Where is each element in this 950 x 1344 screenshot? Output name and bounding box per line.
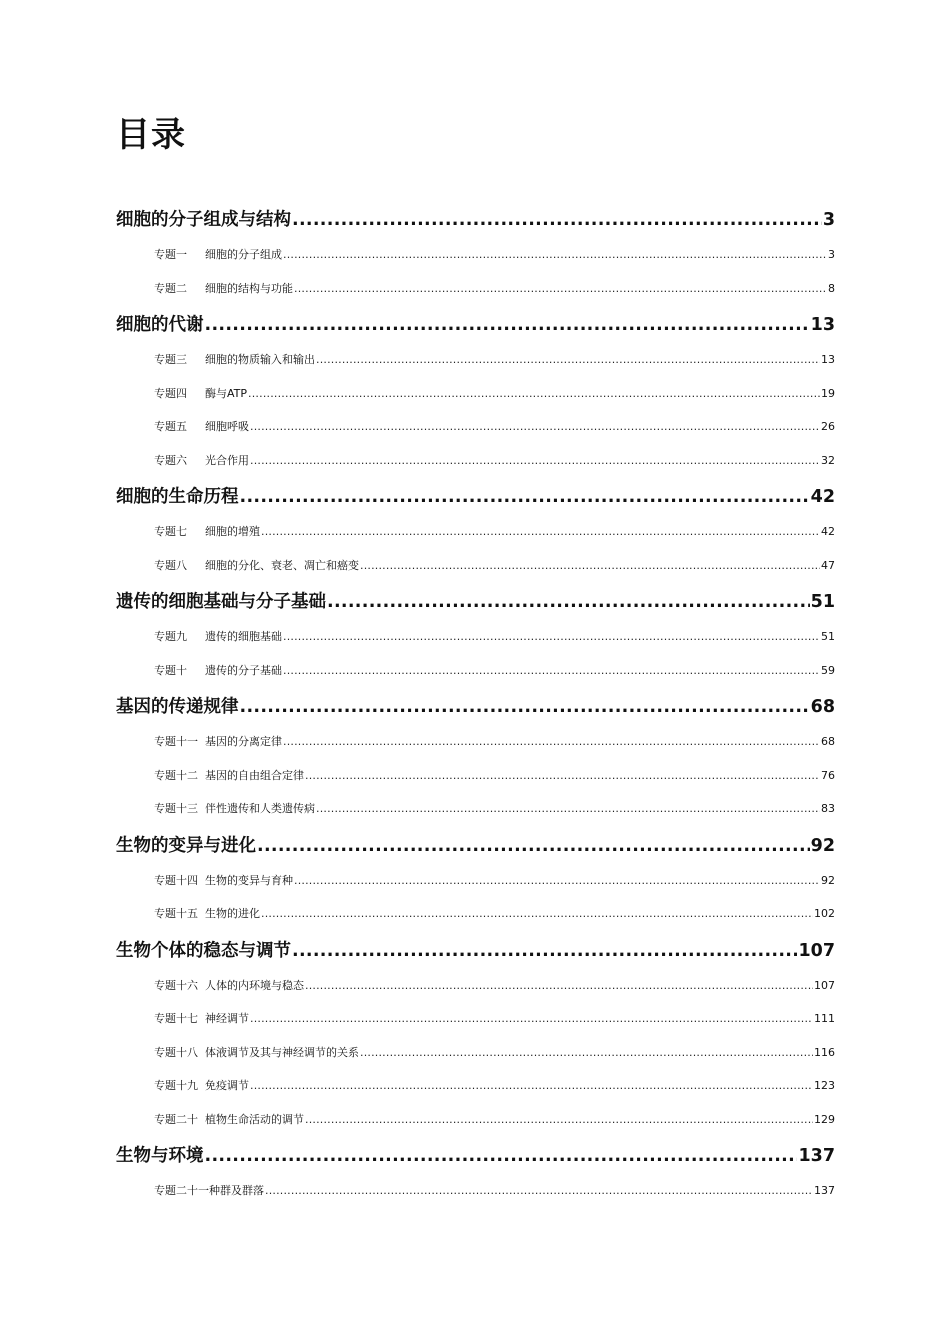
toc-topic-entry[interactable]	[116, 377, 835, 411]
topic-number: 专题九	[154, 630, 187, 643]
topic-page-number: 107	[814, 978, 835, 992]
dot-leader	[305, 759, 820, 793]
dot-leader	[283, 620, 820, 654]
chapter-title: 细胞的代谢	[116, 315, 204, 335]
chapter-title: 生物与环境	[116, 1146, 204, 1166]
dot-leader	[283, 654, 820, 688]
dot-leader	[305, 1103, 813, 1137]
dot-leader	[283, 725, 820, 759]
topic-label	[154, 864, 293, 898]
toc-topic-entry[interactable]	[116, 343, 835, 377]
toc-topic-entry[interactable]	[116, 620, 835, 654]
topic-page-number: 8	[828, 281, 835, 295]
toc-topic-entry[interactable]	[116, 549, 835, 583]
dot-leader	[250, 410, 820, 444]
topic-title: 植物生命活动的调节	[205, 1112, 304, 1126]
topic-number: 专题六	[154, 453, 187, 467]
topic-label	[154, 272, 293, 306]
toc-topic-entry[interactable]	[116, 897, 835, 931]
topic-title: 神经调节	[205, 1012, 249, 1025]
topic-label	[154, 377, 247, 411]
topic-label	[154, 897, 260, 931]
dot-leader	[265, 1174, 813, 1208]
topic-label	[154, 444, 249, 478]
topic-label	[154, 549, 359, 583]
toc-chapter-entry[interactable]	[116, 828, 835, 864]
topic-page-number: 111	[814, 1012, 835, 1025]
toc-topic-entry[interactable]	[116, 759, 835, 793]
topic-page-number: 129	[814, 1112, 835, 1126]
toc-chapter-entry[interactable]	[116, 479, 835, 515]
chapter-title: 遗传的细胞基础与分子基础	[116, 592, 326, 612]
toc-chapter-entry[interactable]	[116, 584, 835, 620]
topic-page-number: 76	[821, 768, 835, 782]
toc-topic-entry[interactable]	[116, 515, 835, 549]
topic-page-number: 68	[821, 735, 835, 748]
topic-page-number: 123	[814, 1079, 835, 1092]
topic-title: 体液调节及其与神经调节的关系	[205, 1045, 359, 1059]
topic-title: 基因的自由组合定律	[205, 768, 304, 782]
topic-title: 光合作用	[205, 453, 249, 467]
topic-page-number: 32	[821, 453, 835, 467]
dot-leader	[294, 272, 827, 306]
chapter-page-number: 13	[810, 315, 835, 335]
topic-label	[154, 1036, 359, 1070]
chapter-page-number: 92	[810, 835, 835, 856]
dot-leader	[316, 792, 820, 826]
toc-topic-entry[interactable]	[116, 969, 835, 1003]
topic-page-number: 19	[821, 386, 835, 400]
dot-leader	[292, 933, 797, 969]
topic-number: 专题十七	[154, 1012, 198, 1025]
topic-page-number: 83	[821, 802, 835, 815]
dot-leader	[205, 1138, 798, 1174]
chapter-page-number: 68	[810, 697, 835, 717]
topic-title: 细胞的分子组成	[205, 248, 282, 261]
topic-label	[154, 515, 260, 549]
dot-leader	[250, 1069, 813, 1103]
topic-label	[154, 238, 282, 272]
topic-label	[154, 1002, 249, 1036]
topic-label	[154, 343, 315, 377]
dot-leader	[360, 549, 820, 583]
topic-page-number: 13	[821, 353, 835, 366]
dot-leader	[294, 864, 820, 898]
topic-number: 专题十一	[154, 735, 198, 748]
dot-leader	[257, 828, 810, 864]
toc-topic-entry[interactable]	[116, 654, 835, 688]
dot-leader	[283, 238, 827, 272]
topic-page-number: 102	[814, 907, 835, 920]
topic-title: 种群及群落	[209, 1184, 264, 1197]
toc-topic-entry[interactable]	[116, 864, 835, 898]
topic-number: 专题七	[154, 525, 187, 538]
chapter-title: 细胞的分子组成与结构	[116, 210, 291, 230]
topic-number: 专题四	[154, 386, 187, 400]
topic-title: 伴性遗传和人类遗传病	[205, 802, 315, 815]
toc-topic-entry[interactable]	[116, 238, 835, 272]
topic-title: 遗传的细胞基础	[205, 630, 282, 643]
topic-label	[154, 1174, 264, 1208]
topic-page-number: 59	[821, 663, 835, 677]
topic-number: 专题一	[154, 248, 187, 261]
topic-title: 细胞的增殖	[205, 525, 260, 538]
topic-page-number: 137	[814, 1184, 835, 1197]
topic-page-number: 51	[821, 630, 835, 643]
topic-number: 专题三	[154, 353, 187, 366]
dot-leader	[250, 1002, 813, 1036]
topic-number: 专题十	[154, 663, 187, 677]
toc-topic-entry[interactable]	[116, 1036, 835, 1070]
toc-chapter-entry[interactable]	[116, 689, 835, 725]
dot-leader	[261, 515, 820, 549]
topic-label	[154, 410, 249, 444]
toc-chapter-entry[interactable]	[116, 202, 835, 238]
dot-leader	[250, 444, 820, 478]
chapter-page-number: 137	[798, 1146, 835, 1166]
topic-number: 专题五	[154, 420, 187, 433]
toc-topic-entry[interactable]	[116, 1002, 835, 1036]
dot-leader	[327, 584, 810, 620]
topic-number: 专题十九	[154, 1079, 198, 1092]
chapter-page-number: 3	[822, 210, 835, 230]
toc-chapter-entry[interactable]	[116, 307, 835, 343]
topic-number: 专题十六	[154, 978, 198, 992]
topic-number: 专题八	[154, 558, 187, 572]
toc-topic-entry[interactable]	[116, 1103, 835, 1137]
chapter-page-number: 107	[798, 940, 835, 961]
topic-title: 遗传的分子基础	[205, 663, 282, 677]
dot-leader	[261, 897, 813, 931]
toc-topic-entry[interactable]	[116, 1069, 835, 1103]
topic-label	[154, 759, 304, 793]
topic-title: 免疫调节	[205, 1079, 249, 1092]
dot-leader	[240, 479, 810, 515]
table-of-contents	[116, 200, 835, 1208]
dot-leader	[305, 969, 813, 1003]
topic-title: 酶与ATP	[205, 386, 248, 400]
dot-leader	[360, 1036, 813, 1070]
topic-title: 生物的进化	[205, 907, 260, 920]
toc-topic-entry[interactable]	[116, 444, 835, 478]
topic-title: 基因的分离定律	[205, 735, 282, 748]
page-title: 目录	[116, 115, 186, 155]
topic-page-number: 42	[821, 525, 835, 538]
dot-leader	[205, 307, 810, 343]
topic-title: 细胞的分化、衰老、凋亡和癌变	[205, 558, 359, 572]
topic-page-number: 3	[828, 248, 835, 261]
chapter-page-number: 42	[810, 487, 835, 507]
topic-title: 人体的内环境与稳态	[205, 978, 304, 992]
topic-label	[154, 725, 282, 759]
chapter-title: 细胞的生命历程	[116, 487, 239, 507]
topic-number: 专题二十一	[154, 1184, 209, 1197]
topic-label	[154, 969, 304, 1003]
topic-label	[154, 620, 282, 654]
toc-chapter-entry[interactable]	[116, 1138, 835, 1174]
topic-number: 专题十四	[154, 873, 198, 887]
topic-number: 专题二十	[154, 1112, 198, 1126]
topic-label	[154, 792, 315, 826]
topic-number: 专题十五	[154, 907, 198, 920]
toc-topic-entry[interactable]	[116, 410, 835, 444]
chapter-title: 生物的变异与进化	[116, 835, 256, 856]
topic-title: 细胞的物质输入和输出	[205, 353, 315, 366]
topic-number: 专题十八	[154, 1045, 198, 1059]
topic-title: 生物的变异与育种	[205, 873, 293, 887]
topic-label	[154, 1103, 304, 1137]
dot-leader	[240, 689, 810, 725]
chapter-page-number: 51	[810, 592, 835, 612]
topic-page-number: 92	[821, 873, 835, 887]
topic-page-number: 26	[821, 420, 835, 433]
topic-label	[154, 1069, 249, 1103]
toc-topic-entry[interactable]	[116, 792, 835, 826]
dot-leader	[292, 202, 822, 238]
chapter-title: 生物个体的稳态与调节	[116, 940, 291, 961]
chapter-title: 基因的传递规律	[116, 697, 239, 717]
toc-topic-entry[interactable]	[116, 272, 835, 306]
toc-chapter-entry[interactable]	[116, 933, 835, 969]
topic-number: 专题十三	[154, 802, 198, 815]
toc-topic-entry[interactable]	[116, 725, 835, 759]
topic-title: 细胞的结构与功能	[205, 281, 293, 295]
toc-topic-entry[interactable]	[116, 1174, 835, 1208]
topic-page-number: 116	[814, 1045, 835, 1059]
topic-title: 细胞呼吸	[205, 420, 249, 433]
topic-number: 专题二	[154, 281, 187, 295]
dot-leader	[316, 343, 820, 377]
topic-number: 专题十二	[154, 768, 198, 782]
topic-page-number: 47	[821, 558, 835, 572]
dot-leader	[248, 377, 820, 411]
topic-label	[154, 654, 282, 688]
